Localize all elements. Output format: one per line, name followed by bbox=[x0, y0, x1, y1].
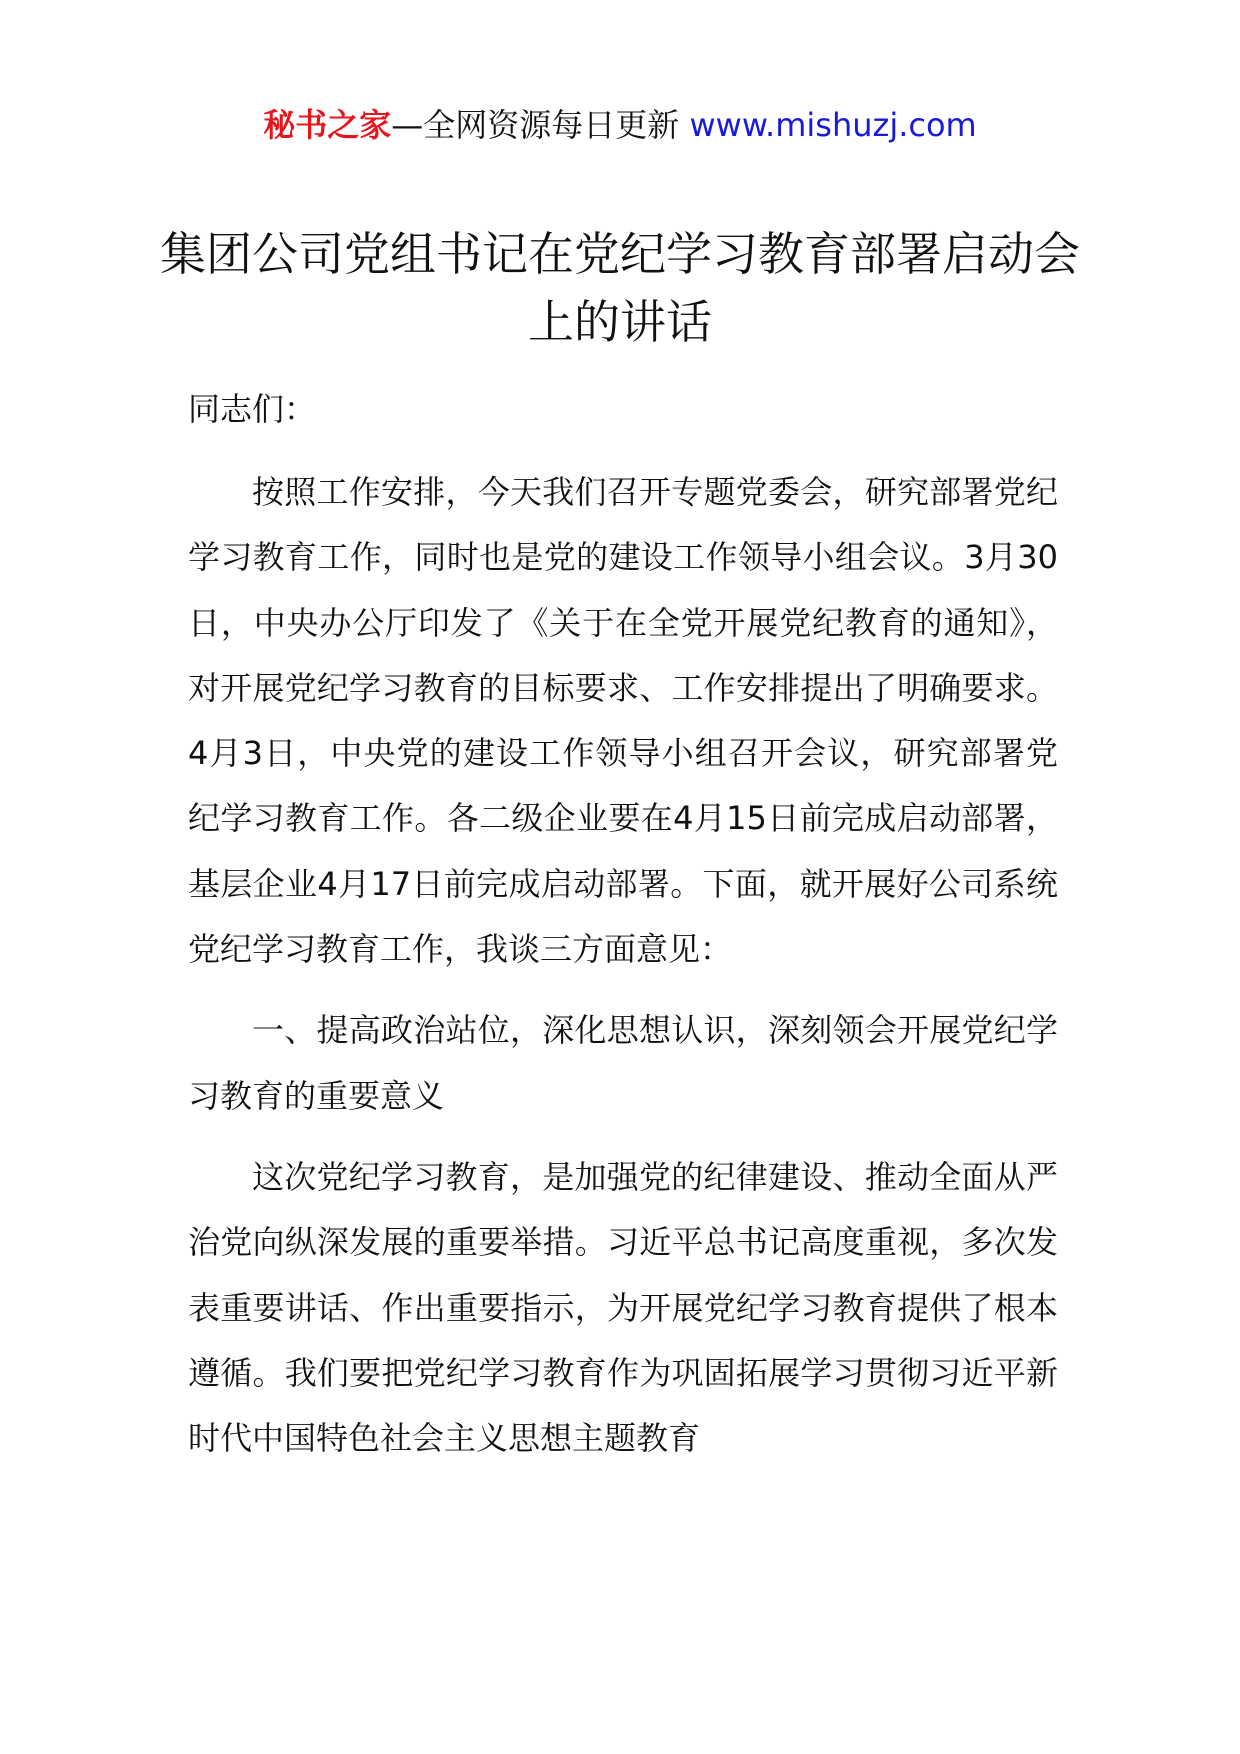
banner-tagline: —全网资源每日更新 bbox=[391, 106, 690, 144]
document-body bbox=[188, 460, 1058, 1487]
section-heading-1: 一、提高政治站位，深化思想认识，深刻领会开展党纪学习教育的重要意义 bbox=[188, 1011, 1058, 1115]
banner-brand: 秘书之家 bbox=[263, 106, 392, 144]
paragraph-section-1: 这次党纪学习教育，是加强党的纪律建设、推动全面从严治党向纵深发展的重要举措。习近平总书记高度重视，多次发表重要讲话、作出重要指示，为开展党纪学习教育提供了根本遵循。我们要把党纪学习教育作为巩固拓展学习贯彻习近平新时代中国特色社会主义思想主题教育 bbox=[188, 1157, 1058, 1458]
banner-url-link[interactable]: www.mishuzj.com bbox=[689, 106, 977, 144]
paragraph-intro: 按照工作安排，今天我们召开专题党委会，研究部署党纪学习教育工作，同时也是党的建设工作领导小组会议。3月30日，中央办公厅印发了《关于在全党开展党纪教育的通知》，对开展党纪学习教育的目标要求、工作安排提出了明确要求。4月3日，中央党的建设工作领导小组召开会议，研究部署党纪学习教育工作。各二级企业要在4月15日前完成启动部署，基层企业4月17日前完成启动部署。下面，就开展好公司系统党纪学习教育工作，我谈三方面意见： bbox=[188, 473, 1058, 969]
document-title: 集团公司党组书记在党纪学习教育部署启动会上的讲话 bbox=[160, 227, 1080, 349]
salutation: 同志们： bbox=[188, 390, 317, 428]
site-banner bbox=[0, 100, 1240, 150]
